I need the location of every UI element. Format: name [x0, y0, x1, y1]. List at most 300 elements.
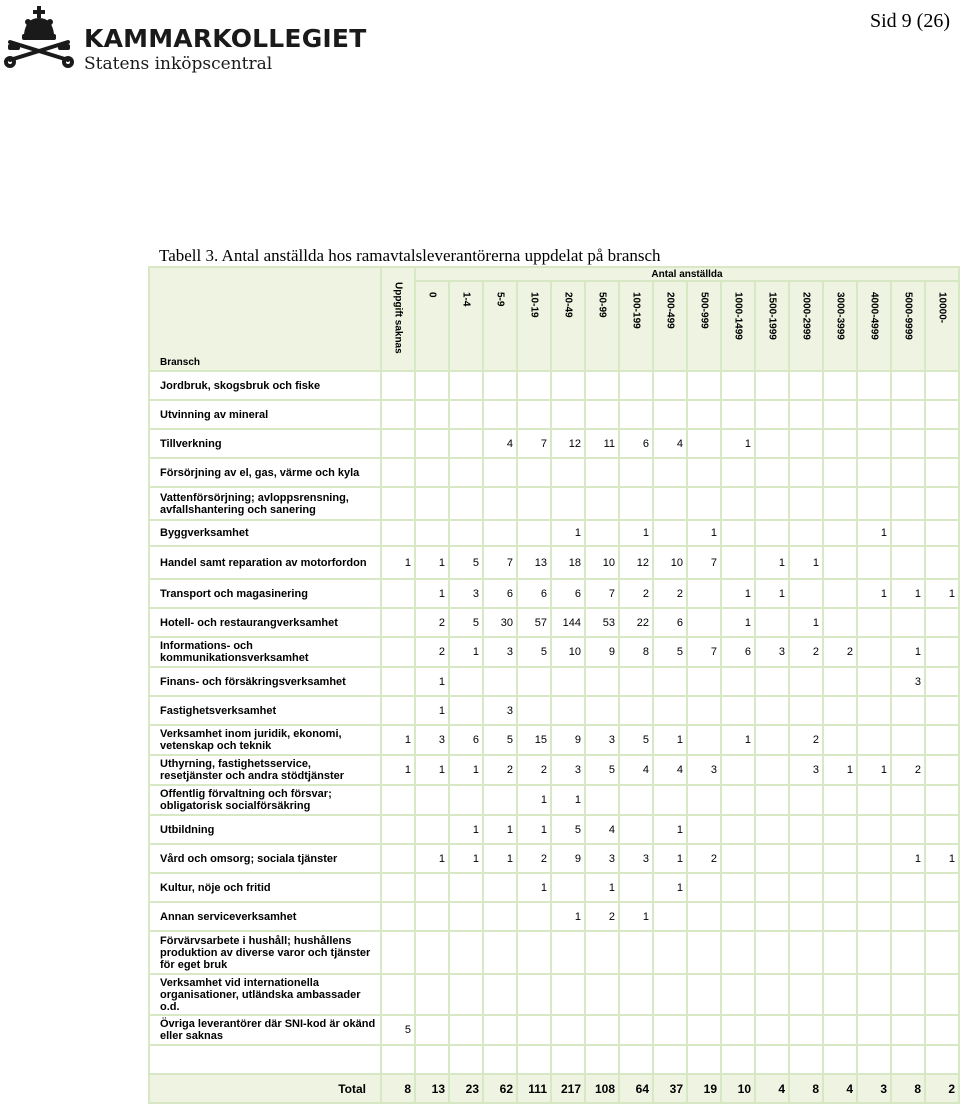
- table-cell: [721, 844, 755, 873]
- table-cell: 1: [381, 755, 415, 785]
- table-cell: [823, 785, 857, 815]
- table-cell: [823, 815, 857, 844]
- table-cell: [721, 1045, 755, 1074]
- table-cell: [619, 458, 653, 487]
- table-cell: 6: [483, 579, 517, 608]
- table-cell: [789, 429, 823, 458]
- size-header: [517, 281, 551, 371]
- size-header-label: 500-999: [698, 292, 710, 329]
- table-cell: 3: [483, 637, 517, 667]
- table-row: [149, 725, 959, 755]
- table-cell: [925, 1015, 959, 1045]
- table-cell: [857, 931, 891, 974]
- size-header: [721, 281, 755, 371]
- table-cell: 1: [449, 637, 483, 667]
- table-cell: 144: [551, 608, 585, 637]
- table-cell: [653, 667, 687, 696]
- table-cell: [585, 520, 619, 546]
- table-cell: [381, 974, 415, 1015]
- table-cell: 10: [551, 637, 585, 667]
- table-cell: [789, 487, 823, 520]
- table-row: [149, 696, 959, 725]
- table-cell: [449, 931, 483, 974]
- table-cell: 3: [483, 696, 517, 725]
- row-label: Verksamhet inom juridik, ekonomi, vetenskap och teknik: [149, 725, 381, 755]
- crown-emblem-icon: [4, 4, 74, 70]
- table-cell: [449, 873, 483, 902]
- table-cell: [619, 815, 653, 844]
- table-cell: [823, 608, 857, 637]
- table-cell: 3: [687, 755, 721, 785]
- table-cell: [925, 1045, 959, 1074]
- table-cell: [551, 371, 585, 400]
- table-cell: 6: [619, 429, 653, 458]
- table-cell: [823, 1015, 857, 1045]
- row-label: Finans- och försäkringsverksamhet: [149, 667, 381, 696]
- table-cell: [517, 458, 551, 487]
- table-cell: [687, 785, 721, 815]
- table-cell: [381, 873, 415, 902]
- table-cell: [925, 429, 959, 458]
- table-cell: 12: [619, 546, 653, 579]
- table-cell: 1: [857, 579, 891, 608]
- table-cell: [823, 520, 857, 546]
- table-cell: [721, 873, 755, 902]
- table-cell: 4: [653, 429, 687, 458]
- table-cell: 1: [789, 546, 823, 579]
- total-cell: 3: [857, 1074, 891, 1103]
- table-cell: 1: [891, 637, 925, 667]
- table-cell: [687, 696, 721, 725]
- table-cell: 2: [653, 579, 687, 608]
- table-cell: 6: [449, 725, 483, 755]
- table-cell: [687, 1045, 721, 1074]
- table-cell: 1: [619, 520, 653, 546]
- table-cell: [687, 667, 721, 696]
- row-label: Övriga leverantörer där SNI-kod är okänd eller saknas: [149, 1015, 381, 1045]
- table-row: [149, 755, 959, 785]
- table-cell: [925, 974, 959, 1015]
- table-cell: [653, 974, 687, 1015]
- row-label: Kultur, nöje och fritid: [149, 873, 381, 902]
- total-cell: 4: [755, 1074, 789, 1103]
- table-cell: [721, 696, 755, 725]
- table-cell: 2: [789, 637, 823, 667]
- table-cell: 2: [483, 755, 517, 785]
- table-cell: 2: [585, 902, 619, 931]
- table-cell: [721, 458, 755, 487]
- table-cell: [653, 458, 687, 487]
- table-cell: [619, 667, 653, 696]
- total-cell: 4: [823, 1074, 857, 1103]
- row-label: Transport och magasinering: [149, 579, 381, 608]
- table-cell: [925, 815, 959, 844]
- table-cell: 15: [517, 725, 551, 755]
- table-cell: [925, 696, 959, 725]
- table-cell: [381, 844, 415, 873]
- table-cell: [381, 1045, 415, 1074]
- table-cell: 5: [449, 608, 483, 637]
- table-cell: [789, 371, 823, 400]
- kammarkollegiet-logo: [4, 4, 367, 74]
- table-cell: 10: [653, 546, 687, 579]
- table-cell: [687, 371, 721, 400]
- table-cell: [415, 974, 449, 1015]
- table-cell: [823, 974, 857, 1015]
- table-title: Tabell 3. Antal anställda hos ramavtalsleverantörerna uppdelat på bransch: [159, 246, 661, 265]
- table-cell: [381, 400, 415, 429]
- table-cell: [585, 400, 619, 429]
- table-row: [149, 608, 959, 637]
- table-cell: [551, 931, 585, 974]
- table-cell: [483, 785, 517, 815]
- table-cell: 4: [653, 755, 687, 785]
- table-cell: [925, 458, 959, 487]
- size-header: [789, 281, 823, 371]
- table-cell: [755, 520, 789, 546]
- table-cell: 4: [619, 755, 653, 785]
- table-cell: [857, 696, 891, 725]
- total-cell: 37: [653, 1074, 687, 1103]
- size-header-label: 100-199: [630, 292, 642, 329]
- table-cell: [619, 696, 653, 725]
- table-cell: [381, 579, 415, 608]
- table-cell: [449, 371, 483, 400]
- table-cell: [653, 1045, 687, 1074]
- table-cell: [823, 1045, 857, 1074]
- bransch-header: Bransch: [149, 267, 381, 371]
- table-cell: [415, 785, 449, 815]
- size-header: [925, 281, 959, 371]
- total-cell: 8: [891, 1074, 925, 1103]
- table-cell: 2: [517, 844, 551, 873]
- table-cell: [551, 667, 585, 696]
- table-row: [149, 637, 959, 667]
- table-cell: [925, 371, 959, 400]
- table-cell: 1: [415, 844, 449, 873]
- table-cell: 9: [585, 637, 619, 667]
- table-row: [149, 458, 959, 487]
- table-cell: [755, 487, 789, 520]
- employee-count-group-header: Antal anställda: [415, 267, 959, 281]
- table-cell: [857, 815, 891, 844]
- table-cell: [891, 696, 925, 725]
- table-cell: [823, 371, 857, 400]
- total-cell: 8: [381, 1074, 415, 1103]
- table-row: [149, 487, 959, 520]
- table-cell: 1: [551, 785, 585, 815]
- table-cell: [925, 755, 959, 785]
- table-cell: [483, 458, 517, 487]
- table-cell: 1: [857, 755, 891, 785]
- table-cell: [823, 400, 857, 429]
- table-cell: 1: [823, 755, 857, 785]
- table-cell: 5: [585, 755, 619, 785]
- table-row: [149, 546, 959, 579]
- table-cell: 2: [415, 637, 449, 667]
- table-cell: 30: [483, 608, 517, 637]
- table-cell: 3: [551, 755, 585, 785]
- table-cell: [483, 1015, 517, 1045]
- table-cell: 5: [653, 637, 687, 667]
- row-label: Hotell- och restaurangverksamhet: [149, 608, 381, 637]
- table-cell: [619, 400, 653, 429]
- table-cell: [857, 873, 891, 902]
- table-cell: [415, 400, 449, 429]
- size-header: [585, 281, 619, 371]
- missing-data-header-label: Uppgift saknas: [392, 282, 404, 354]
- table-cell: 1: [619, 902, 653, 931]
- logo-name: KAMMARKOLLEGIET: [84, 24, 367, 53]
- table-cell: [823, 844, 857, 873]
- table-cell: [721, 974, 755, 1015]
- table-cell: [857, 546, 891, 579]
- table-cell: 1: [721, 579, 755, 608]
- table-cell: [891, 429, 925, 458]
- row-label: Byggverksamhet: [149, 520, 381, 546]
- table-cell: 2: [789, 725, 823, 755]
- table-cell: [823, 696, 857, 725]
- table-cell: [755, 371, 789, 400]
- size-header-label: 10-19: [528, 292, 540, 318]
- table-cell: 1: [653, 815, 687, 844]
- table-cell: 1: [755, 546, 789, 579]
- size-header: [891, 281, 925, 371]
- table-cell: [755, 1045, 789, 1074]
- table-cell: [449, 487, 483, 520]
- table-row: [149, 520, 959, 546]
- table-cell: [653, 785, 687, 815]
- table-cell: 6: [517, 579, 551, 608]
- table-cell: [415, 815, 449, 844]
- table-cell: [381, 931, 415, 974]
- row-label: Vattenförsörjning; avloppsrensning, avfallshantering och sanering: [149, 487, 381, 520]
- table-cell: [857, 785, 891, 815]
- size-header-label: 50-99: [596, 292, 608, 318]
- table-cell: [789, 815, 823, 844]
- size-header: [857, 281, 891, 371]
- table-cell: [381, 696, 415, 725]
- table-cell: [483, 931, 517, 974]
- table-cell: [619, 371, 653, 400]
- table-cell: [619, 873, 653, 902]
- table-cell: [789, 458, 823, 487]
- table-cell: [789, 520, 823, 546]
- table-cell: [721, 520, 755, 546]
- table-cell: [415, 1045, 449, 1074]
- table-cell: [789, 696, 823, 725]
- table-cell: [483, 520, 517, 546]
- table-cell: [619, 785, 653, 815]
- table-cell: 1: [925, 844, 959, 873]
- table-cell: 1: [381, 546, 415, 579]
- table-cell: 3: [619, 844, 653, 873]
- table-row: [149, 579, 959, 608]
- table-cell: 2: [415, 608, 449, 637]
- table-cell: [517, 520, 551, 546]
- table-cell: 7: [483, 546, 517, 579]
- table-cell: [687, 974, 721, 1015]
- table-cell: 2: [619, 579, 653, 608]
- table-cell: [823, 667, 857, 696]
- table-cell: 7: [585, 579, 619, 608]
- total-cell: 62: [483, 1074, 517, 1103]
- table-cell: [687, 608, 721, 637]
- table-cell: [789, 844, 823, 873]
- table-cell: [585, 785, 619, 815]
- table-cell: 1: [551, 902, 585, 931]
- table-cell: [449, 458, 483, 487]
- table-cell: 7: [517, 429, 551, 458]
- table-cell: [721, 785, 755, 815]
- table-cell: 3: [415, 725, 449, 755]
- table-cell: [653, 520, 687, 546]
- table-cell: [755, 667, 789, 696]
- table-cell: [789, 931, 823, 974]
- size-header-label: 3000-3999: [834, 292, 846, 340]
- table-cell: 1: [381, 725, 415, 755]
- total-row: [149, 1074, 959, 1103]
- table-cell: [449, 400, 483, 429]
- size-header-label: 10000-: [936, 292, 948, 324]
- table-cell: [517, 400, 551, 429]
- table-cell: [517, 1045, 551, 1074]
- table-cell: [381, 667, 415, 696]
- table-cell: 1: [483, 815, 517, 844]
- table-cell: [483, 487, 517, 520]
- table-cell: [823, 725, 857, 755]
- table-cell: 1: [891, 844, 925, 873]
- table-cell: [449, 520, 483, 546]
- table-cell: [721, 400, 755, 429]
- table-cell: [653, 1015, 687, 1045]
- row-label: [149, 1045, 381, 1074]
- size-header: [415, 281, 449, 371]
- table-cell: [755, 844, 789, 873]
- table-cell: [415, 487, 449, 520]
- table-cell: 6: [653, 608, 687, 637]
- table-cell: [925, 902, 959, 931]
- row-label: Annan serviceverksamhet: [149, 902, 381, 931]
- table-cell: 13: [517, 546, 551, 579]
- table-cell: [483, 974, 517, 1015]
- size-header: [483, 281, 517, 371]
- table-cell: [891, 902, 925, 931]
- table-row: [149, 844, 959, 873]
- table-cell: [823, 579, 857, 608]
- table-cell: [449, 785, 483, 815]
- table-cell: [755, 608, 789, 637]
- table-cell: [653, 931, 687, 974]
- table-cell: [585, 1045, 619, 1074]
- table-cell: [687, 725, 721, 755]
- total-cell: 64: [619, 1074, 653, 1103]
- table-cell: [925, 487, 959, 520]
- table-cell: 5: [551, 815, 585, 844]
- table-cell: [823, 458, 857, 487]
- table-cell: [585, 458, 619, 487]
- table-cell: [925, 667, 959, 696]
- table-cell: 1: [789, 608, 823, 637]
- table-cell: [755, 725, 789, 755]
- table-cell: 10: [585, 546, 619, 579]
- table-cell: [857, 400, 891, 429]
- table-row: [149, 974, 959, 1015]
- table-cell: 5: [483, 725, 517, 755]
- table-cell: [517, 974, 551, 1015]
- total-label: Total: [149, 1074, 381, 1103]
- table-cell: [517, 1015, 551, 1045]
- table-cell: [755, 902, 789, 931]
- table-cell: [891, 1045, 925, 1074]
- table-cell: [857, 1045, 891, 1074]
- table-cell: [585, 974, 619, 1015]
- size-header: [687, 281, 721, 371]
- total-cell: 10: [721, 1074, 755, 1103]
- table-cell: [653, 487, 687, 520]
- table-cell: [687, 579, 721, 608]
- table-cell: [415, 520, 449, 546]
- table-cell: [381, 520, 415, 546]
- table-cell: [721, 667, 755, 696]
- table-cell: 1: [415, 755, 449, 785]
- table-cell: [687, 902, 721, 931]
- table-cell: [721, 755, 755, 785]
- table-row: [149, 400, 959, 429]
- row-label: Försörjning av el, gas, värme och kyla: [149, 458, 381, 487]
- table-cell: [517, 487, 551, 520]
- table-cell: [891, 931, 925, 974]
- total-cell: 19: [687, 1074, 721, 1103]
- table-cell: 2: [687, 844, 721, 873]
- table-cell: [551, 1045, 585, 1074]
- table-cell: [789, 902, 823, 931]
- row-label: Vård och omsorg; sociala tjänster: [149, 844, 381, 873]
- table-cell: [381, 637, 415, 667]
- logo-subtitle: Statens inköpscentral: [84, 54, 273, 74]
- table-cell: [687, 429, 721, 458]
- table-cell: [857, 1015, 891, 1045]
- table-cell: [585, 667, 619, 696]
- table-cell: [755, 1015, 789, 1045]
- table-cell: [449, 696, 483, 725]
- table-cell: 5: [517, 637, 551, 667]
- size-header-label: 200-499: [664, 292, 676, 329]
- table-cell: [653, 902, 687, 931]
- table-cell: 1: [415, 579, 449, 608]
- row-label: Fastighetsverksamhet: [149, 696, 381, 725]
- table-cell: [483, 371, 517, 400]
- size-header: [755, 281, 789, 371]
- table-cell: [789, 667, 823, 696]
- table-cell: 2: [823, 637, 857, 667]
- table-cell: 2: [891, 755, 925, 785]
- table-row: [149, 1045, 959, 1074]
- table-cell: 6: [721, 637, 755, 667]
- table-cell: [653, 400, 687, 429]
- table-cell: [891, 785, 925, 815]
- table-cell: [483, 873, 517, 902]
- table-cell: 6: [551, 579, 585, 608]
- table-cell: [415, 429, 449, 458]
- table-cell: [857, 637, 891, 667]
- table-cell: [925, 400, 959, 429]
- table-cell: 1: [721, 608, 755, 637]
- table-cell: 1: [449, 755, 483, 785]
- size-header-label: 5-9: [494, 292, 506, 307]
- table-cell: 1: [755, 579, 789, 608]
- table-cell: [857, 902, 891, 931]
